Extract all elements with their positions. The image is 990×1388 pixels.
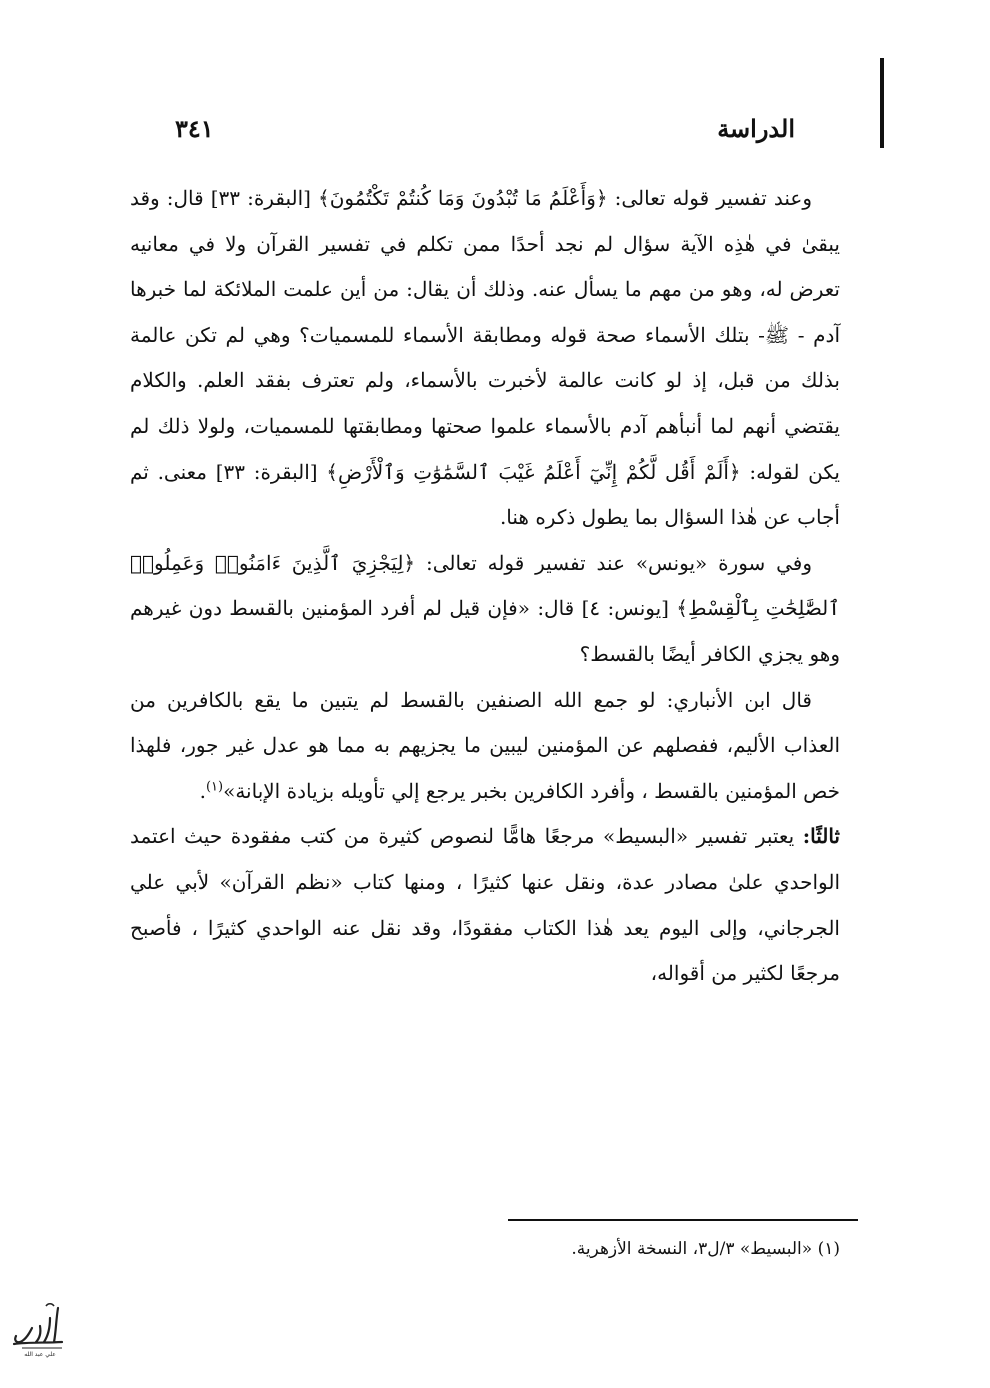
paragraph-4-text: يعتبر تفسير «البسيط» مرجعًا هامًّا لنصوص كثيرة من كتب مفقودة حيث اعتمد الواحدي علىٰ مصادر عدة، ونقل عنها كثيرًا ، ومنها كتاب «نظم القرآن» لأبي علي الجرجاني، وإلى اليوم يعد هٰذا الكتاب مفقودًا، وقد نقل عنه الواحدي كثيرًا ، فأصبح مرجعًا لكثير من أقواله،	[130, 824, 840, 986]
body-text	[130, 176, 840, 997]
footnote: (١) «البسيط» ٣/ل٣، النسخة الأزهرية.	[571, 1239, 840, 1259]
paragraph-2-intro: وفي سورة «يونس» عند تفسير قوله تعالى:	[415, 550, 812, 575]
paragraph-1	[130, 176, 840, 541]
paragraph-4-lead: ثالثًا:	[802, 824, 840, 849]
quran-verse-2: ﴿أَلَمْ أَقُل لَّكُمْ إِنِّيٓ أَعْلَمُ غَيْبَ ٱلسَّمَٰوَٰتِ وَٱلْأَرْضِ﴾	[326, 459, 741, 484]
paragraph-2	[130, 541, 840, 678]
paragraph-3-tail: .	[199, 778, 206, 803]
page-number: ٣٤١	[175, 113, 214, 143]
quran-verse-3: ﴿لِيَجْزِيَ ٱلَّذِينَ ءَامَنُوا۟ وَعَمِلُوا۟ ٱلصَّٰلِحَٰتِ بِٱلْقِسْطِ﴾	[130, 550, 840, 621]
paragraph-1-intro: وعند تفسير قوله تعالى:	[607, 186, 812, 210]
paragraph-1-rest: [البقرة: ٣٣] قال: وقد يبقىٰ في هٰذِه الآية سؤال لم نجد أحدًا ممن تكلم في تفسير القرآن ولا في معانيه تعرض له، وهو من مهم ما يسأل عنه. وذلك أن يقال: من أين علمت الملائكة لما خبرها آدم - ﷺ- بتلك الأسماء صحة قوله ومطابقة الأسماء للمسميات؟ وهي لم تكن عالمة بذلك من قبل، إذ لو كانت عالمة لأخبرت بالأسماء، ولم تعترف بفقد العلم. والكلام يقتضي أنهم لما أنبأهم آدم بالأسماء علموا صحتها ومطابقتها للمسميات، ولولا ذلك لم يكن لقوله:	[130, 186, 840, 484]
running-title: الدراسة	[717, 113, 795, 143]
binding-edge-rule	[880, 58, 884, 148]
paragraph-1-rest2: [البقرة: ٣٣] معنى. ثم أجاب عن هٰذا السؤال بما يطول ذكره هنا.	[130, 459, 840, 530]
running-header	[175, 108, 795, 148]
paragraph-3-text: قال ابن الأنباري: لو جمع الله الصنفين بالقسط لم يتبين ما يقع بالكافرين من العذاب الأليم، ففصلهم عن المؤمنين ليبين ما يجزيهم به مما هو عدل غير جور، فلهذا خص المؤمنين بالقسط ، وأفرد الكافرين بخبر يرجع إلي تأويله بزيادة الإبانة»	[130, 687, 840, 803]
footnote-separator	[508, 1219, 858, 1221]
paragraph-2-rest: [يونس: ٤] قال: «فإن قيل لم أفرد المؤمنين بالقسط دون غيرهم وهو يجزي الكافر أيضًا بالقسط؟	[130, 596, 840, 666]
logo-subtitle: علي عبد الله	[24, 1351, 56, 1358]
quran-verse-1: ﴿وَأَعْلَمُ مَا تُبْدُونَ وَمَا كُنتُمْ تَكْتُمُونَ﴾	[317, 186, 608, 210]
footnote-reference[interactable]: (١)	[205, 779, 224, 795]
publisher-logo-icon	[10, 1298, 66, 1360]
paragraph-3	[130, 678, 840, 815]
paragraph-4	[130, 814, 840, 996]
